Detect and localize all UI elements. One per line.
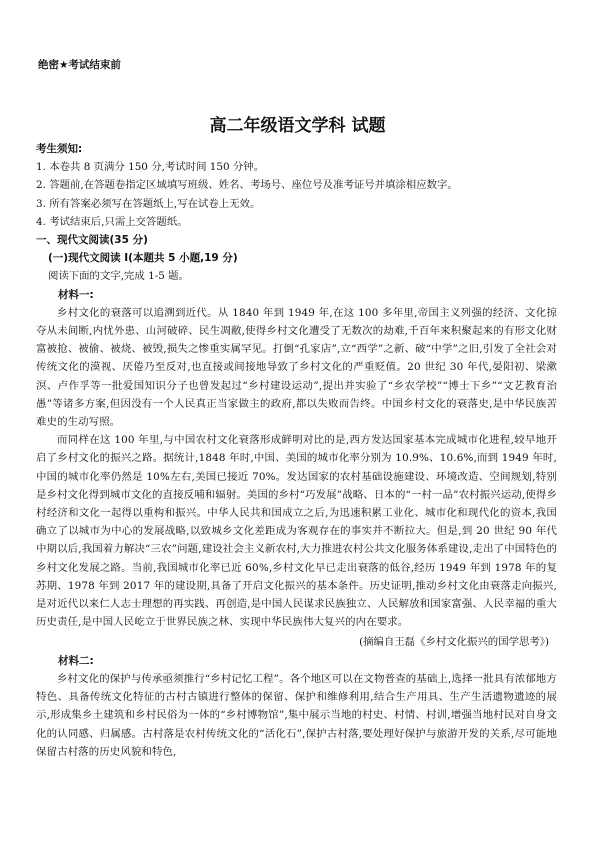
material-paragraph: 乡村文化的衰落可以追溯到近代。从 1840 年到 1949 年,在这 100 多年里,帝国主义列强的经济、文化掠夺从未间断,内忧外患、山河破碎、民生凋敝,使得乡村文化遭受了无数次的劫难,千百年来积聚起来的有形文化财富被抢、被偷、被烧、被毁,损失之惨重实属罕见。打倒“孔家店”,立“西学”之新、破“中学”之旧,引发了全社会对传统文化的漠视、厌倦乃至反对,也直接或间接地导致了乡村文化的严重贬值。20 世纪 30 年代,晏阳初、梁漱溟、卢作孚等一批爱国知识分子也曾发起过“乡村建设运动”,提出并实验了“乡农学校”“博士下乡”“文艺教育治愚”等诸多方案,但因没有一个人民真正当家做主的政府,都以失败而告终。中国乡村文化的衰落史,是中华民族苦难史的生动写照。 bbox=[36, 306, 557, 429]
notice-item: 2. 答题前,在答题卷指定区域填写班级、姓名、考场号、座位号及准考证号并填涂相应数字。 bbox=[36, 179, 458, 192]
material-paragraph: 乡村文化的保护与传承亟须推行“乡村记忆工程”。各个地区可以在文物普查的基础上,选择一批具有浓郁地方特色、具备传统文化特征的古村古镇进行整体的保留、保护和维修利用,结合生产用具、生产生活遗物遗迹的展示,形成集乡土建筑和乡村民俗为一体的“乡村博物馆”,集中展示当地的村史、村情、村训,增强当地村民对自身文化的认同感、归属感。古村落是农村传统文化的“活化石”,保护古村落,要处理好保护与旅游开发的关系,尽可能地保留古村落的历史风貌和特色, bbox=[36, 672, 557, 758]
notice-item: 1. 本卷共 8 页满分 150 分,考试时间 150 分钟。 bbox=[36, 161, 265, 174]
notice-item: 4. 考试结束后,只需上交答题纸。 bbox=[36, 215, 188, 228]
source-citation: (摘编自王磊《乡村文化振兴的国学思考》) bbox=[359, 636, 549, 649]
notice-item: 3. 所有答案必须写在答题纸上,写在试卷上无效。 bbox=[36, 197, 261, 210]
sub-section-heading: (一)现代文阅读 I(本题共 5 小题,19 分) bbox=[48, 252, 238, 265]
reading-instruction: 阅读下面的文字,完成 1-5 题。 bbox=[48, 270, 189, 283]
confidential-label: 绝密★考试结束前 bbox=[38, 59, 121, 71]
material-paragraph: 而同样在这 100 年里,与中国农村文化衰落形成鲜明对比的是,西方发达国家基本完成城市化进程,较早地开启了乡村文化的振兴之路。据统计,1848 年时,中国、美国的城市化率分别为 10.9%、10.6%,而到 1949 年时,中国的城市化率仍然是 10%左右,美国已接近 70%。发达国家的农村基础设施建设、环境改造、空间规划,特别是乡村文化得到城市文化的直接反哺和辐射。美国的乡村“巧发展”战略、日本的“一村一品”农村振兴运动,使得乡村经济和文化一起得以重构和振兴。中华人民共和国成立之后,为迅速积累工业化、城市化和现代化的资本,我国确立了以城市为中心的发展战略,以致城乡文化差距成为客观存在的事实并不断拉大。但是,到 20 世纪 90 年代中期以后,我国着力解决“三农”问题,建设社会主义新农村,大力推进农村公共文化服务体系建设,走出了中国特色的乡村文化发展之路。当前,我国城市化率已近 60%,乡村文化早已走出衰落的低谷,经历 1949 年到 1978 年的复苏期、1978 年到 2017 年的建设期,具备了开启文化振兴的基本条件。历史证明,推动乡村文化由衰落走向振兴,是对近代以来仁人志士理想的再实践、再创造,是中国人民谋求民族独立、人民解放和国家富强、人民幸福的重大历史责任,是中国人民屹立于世界民族之林、实现中华民族伟大复兴的内在要求。 bbox=[36, 434, 557, 629]
page-title: 高二年级语文学科 试题 bbox=[209, 116, 386, 136]
section-heading: 一、现代文阅读(35 分) bbox=[36, 234, 148, 247]
material-label: 材料二: bbox=[58, 654, 94, 667]
exam-content bbox=[36, 140, 557, 761]
notice-heading: 考生须知: bbox=[36, 143, 83, 155]
material-label: 材料一: bbox=[58, 288, 94, 301]
